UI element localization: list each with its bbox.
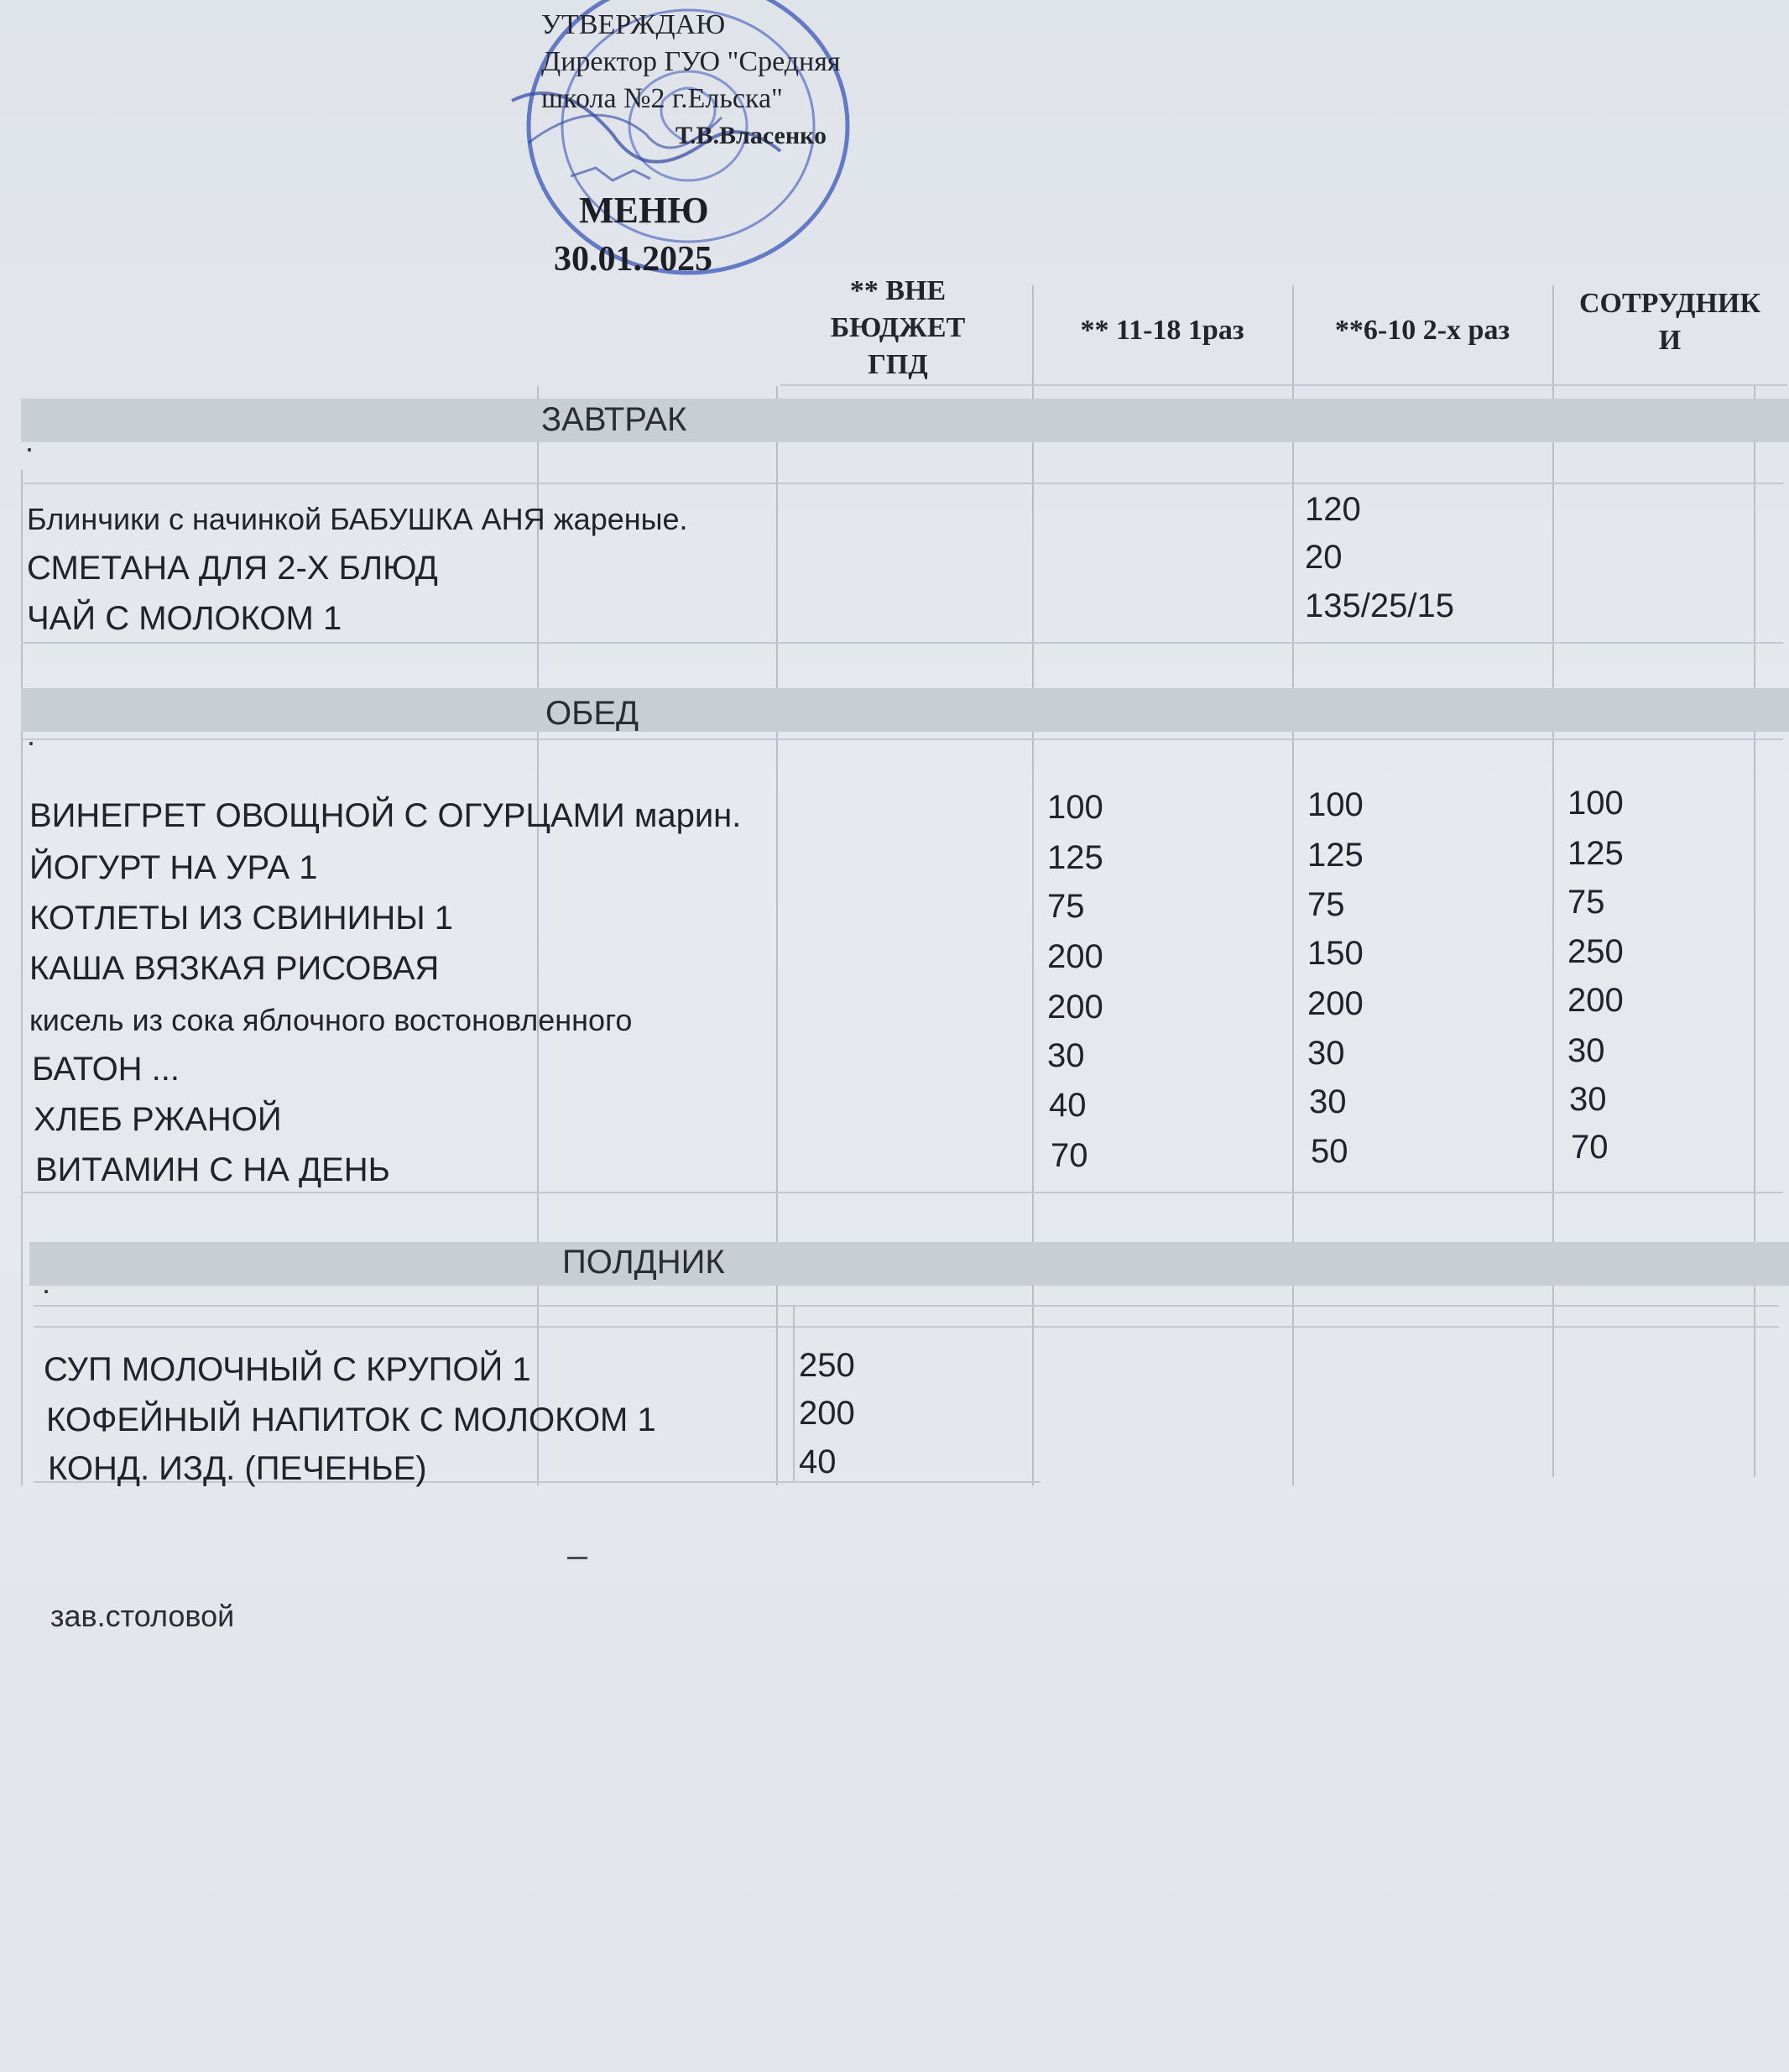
menu-item-value: 120 <box>1305 491 1361 528</box>
grid-line <box>780 384 1787 386</box>
section-marker: . <box>25 424 34 458</box>
menu-item-value: 125 <box>1567 835 1624 872</box>
menu-item-value: 125 <box>1047 839 1103 876</box>
menu-item-value: 20 <box>1305 539 1343 576</box>
menu-item-value: 30 <box>1047 1037 1085 1074</box>
section-marker: . <box>27 718 36 752</box>
menu-item-value: 75 <box>1307 886 1345 923</box>
grid-line <box>21 739 1783 740</box>
menu-item-value: 70 <box>1051 1137 1088 1174</box>
menu-item-name: ВИТАМИН С НА ДЕНЬ <box>35 1151 390 1188</box>
approval-block <box>541 7 841 154</box>
menu-item-value: 200 <box>1567 982 1624 1019</box>
menu-item-name: кисель из сока яблочного востоновленного <box>29 1003 633 1037</box>
grid-line <box>21 642 1783 644</box>
menu-item-name: ЙОГУРТ НА УРА 1 <box>29 849 318 886</box>
menu-item-name: ХЛЕБ РЖАНОЙ <box>34 1101 282 1138</box>
section-band-snack <box>29 1242 1789 1286</box>
footer-signature-label: зав.столовой <box>50 1599 235 1633</box>
document-date: 30.01.2025 <box>554 240 712 279</box>
grid-line <box>34 1326 1779 1328</box>
menu-item-value: 125 <box>1307 837 1364 874</box>
approval-heading: УТВЕРЖДАЮ <box>541 9 726 40</box>
grid-line <box>34 1305 1779 1307</box>
menu-item-name: СМЕТАНА ДЛЯ 2-Х БЛЮД <box>27 550 438 587</box>
menu-item-value: 200 <box>1047 989 1103 1026</box>
menu-item-value: 30 <box>1309 1083 1347 1120</box>
menu-item-value: 30 <box>1569 1081 1607 1118</box>
menu-item-value: 100 <box>1567 785 1624 822</box>
menu-item-value: 50 <box>1311 1133 1348 1170</box>
menu-item-value: 100 <box>1307 786 1364 823</box>
menu-item-value: 40 <box>799 1443 837 1480</box>
document-title: МЕНЮ <box>579 190 709 231</box>
menu-item-name: Блинчики с начинкой БАБУШКА АНЯ жареные. <box>27 502 688 536</box>
menu-item-value: 250 <box>1567 933 1624 970</box>
col-header-extrabudget: ** ВНЕ БЮДЖЕТ ГПД <box>830 275 966 380</box>
section-marker: . <box>42 1266 51 1300</box>
approval-school: школа №2 г.Ельска" <box>541 83 783 114</box>
grid-line <box>537 386 539 1485</box>
menu-item-value: 200 <box>1307 985 1364 1022</box>
menu-item-name: КАША ВЯЗКАЯ РИСОВАЯ <box>29 950 440 987</box>
menu-item-name: ЧАЙ С МОЛОКОМ 1 <box>27 600 342 637</box>
menu-item-value: 30 <box>1307 1035 1345 1072</box>
menu-item-value: 135/25/15 <box>1305 587 1454 624</box>
menu-item-name: КОФЕЙНЫЙ НАПИТОК С МОЛОКОМ 1 <box>46 1401 656 1438</box>
menu-item-name: БАТОН ... <box>32 1051 180 1088</box>
col-header-grades-6-10: **6-10 2-х раз <box>1334 315 1510 346</box>
grid-line <box>21 1192 1783 1193</box>
menu-item-value: 100 <box>1047 789 1103 826</box>
menu-item-value: 75 <box>1047 888 1085 925</box>
approval-director: Директор ГУО "Средняя <box>541 46 841 77</box>
menu-item-value: 200 <box>1047 938 1103 975</box>
menu-item-name: СУП МОЛОЧНЫЙ С КРУПОЙ 1 <box>44 1351 531 1388</box>
grid-line <box>1552 285 1554 1477</box>
menu-item-name: ВИНЕГРЕТ ОВОЩНОЙ С ОГУРЦАМИ марин. <box>29 797 742 834</box>
grid-line <box>21 483 1783 484</box>
section-band-lunch <box>21 688 1789 732</box>
approval-name: Т.В.Власенко <box>675 122 827 149</box>
menu-item-value: 250 <box>799 1347 855 1384</box>
menu-item-name: КОНД. ИЗД. (ПЕЧЕНЬЕ) <box>48 1450 427 1487</box>
section-label-breakfast: ЗАВТРАК <box>541 401 687 438</box>
grid-line <box>793 1305 795 1481</box>
menu-item-value: 70 <box>1571 1129 1609 1166</box>
col-header-grades-11-18: ** 11-18 1раз <box>1080 315 1244 346</box>
signature-dash <box>567 1557 587 1559</box>
menu-item-name: КОТЛЕТЫ ИЗ СВИНИНЫ 1 <box>29 900 454 937</box>
menu-item-value: 30 <box>1567 1032 1605 1069</box>
menu-item-value: 40 <box>1049 1087 1087 1124</box>
menu-item-value: 150 <box>1307 935 1364 972</box>
section-label-snack: ПОЛДНИК <box>562 1244 725 1281</box>
menu-item-value: 75 <box>1567 884 1605 921</box>
grid-line <box>1754 386 1755 1477</box>
section-label-lunch: ОБЕД <box>545 695 639 732</box>
section-band-breakfast <box>21 399 1789 442</box>
grid-line <box>776 386 778 1485</box>
grid-line <box>21 470 23 1485</box>
menu-item-value: 200 <box>799 1395 855 1432</box>
col-header-staff: СОТРУДНИК И <box>1578 288 1761 356</box>
